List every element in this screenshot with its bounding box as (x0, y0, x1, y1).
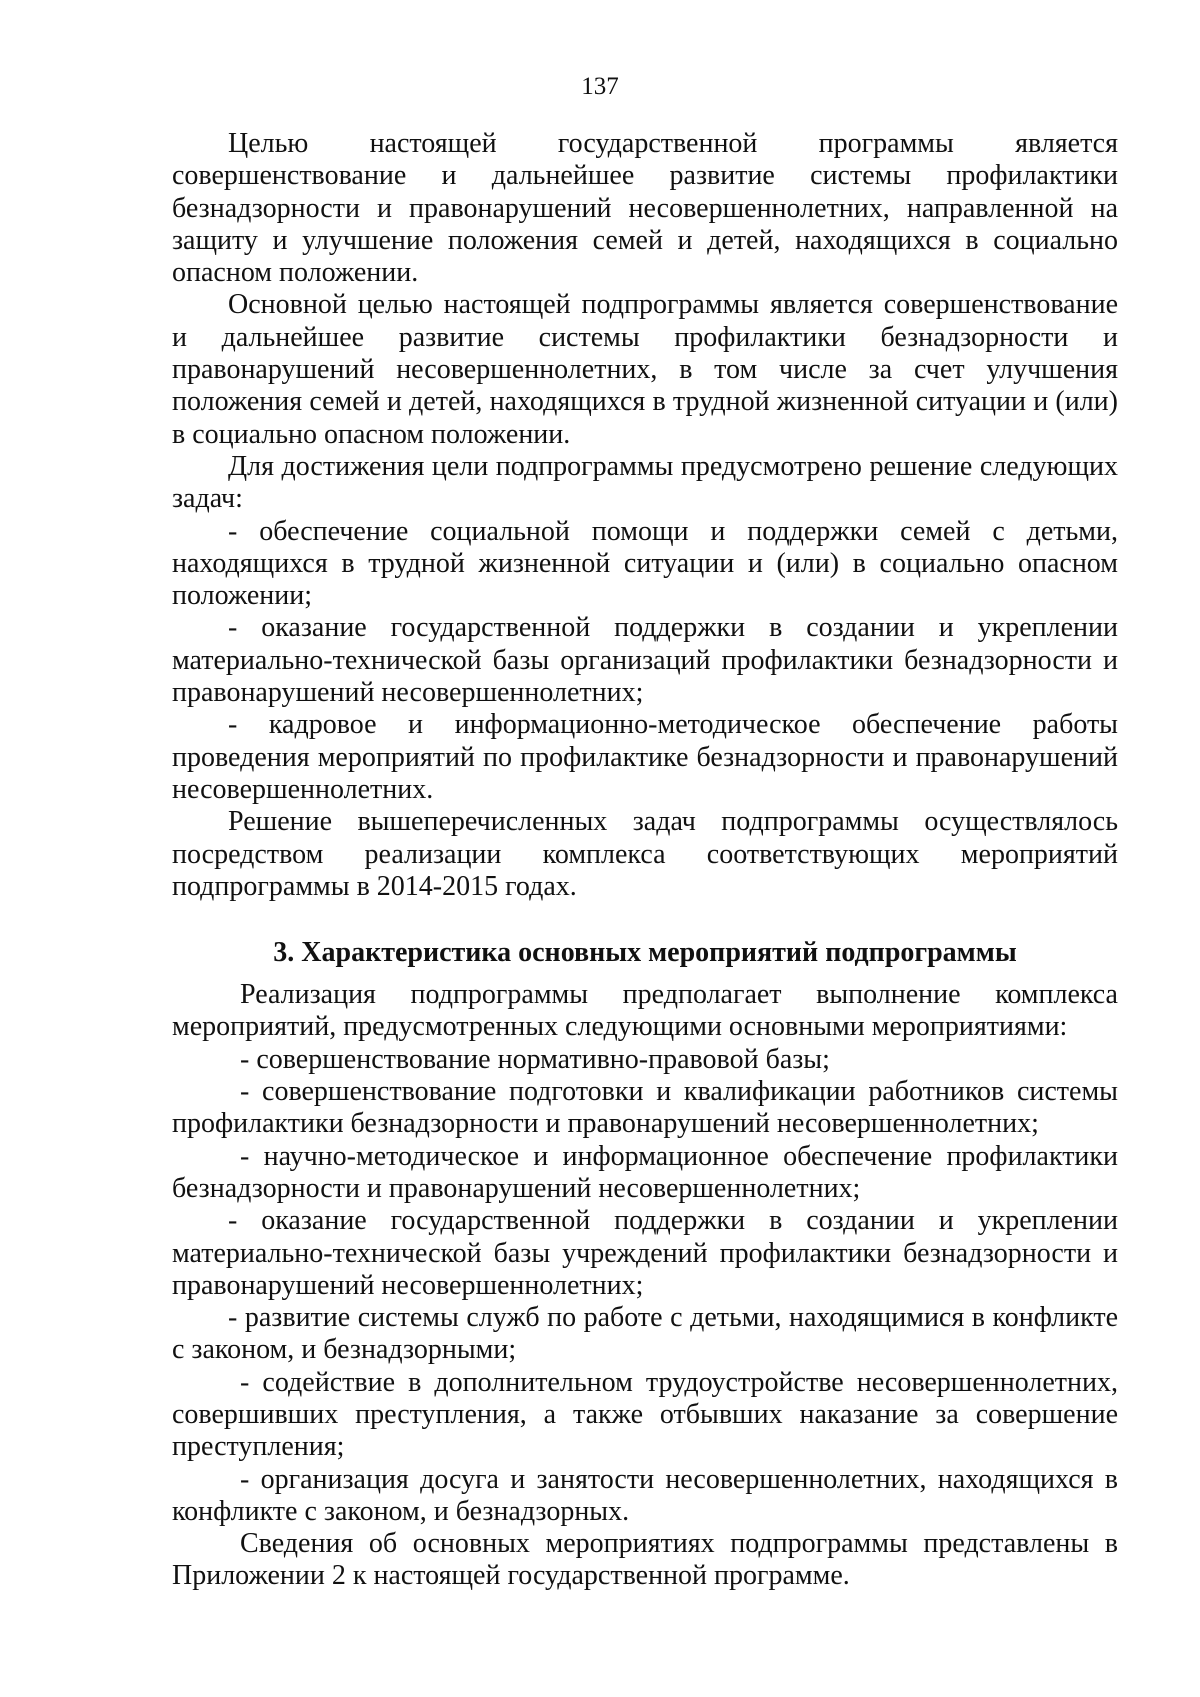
task-item: - оказание государственной поддержки в создании и укреплении материально-технической базы организаций профилактики безнадзорности и правонарушений несовершеннолетних; (172, 612, 1118, 709)
document-body (172, 128, 1118, 1593)
measure-item: - совершенствование нормативно-правовой базы; (240, 1043, 830, 1075)
paragraph-program-goal: Целью настоящей государственной программы является совершенствование и дальнейшее развитие системы профилактики безнадзорности и правонарушений несовершеннолетних, направленной на защиту и улучшение положения семей и детей, находящихся в социально опасном положении. (172, 128, 1118, 289)
measure-item: - организация досуга и занятости несовершеннолетних, находящихся в конфликте с законом, и безнадзорных. (172, 1463, 1118, 1527)
measure-item: - развитие системы служб по работе с детьми, находящимися в конфликте с законом, и безнадзорными; (172, 1302, 1118, 1366)
paragraph-subprogram-goal: Основной целью настоящей подпрограммы является совершенствование и дальнейшее развитие системы профилактики безнадзорности и правонарушений несовершеннолетних, в том числе за счет улучшения положения семей и детей, находящихся в трудной жизненной ситуации и (или) в социально опасном положении. (172, 289, 1118, 450)
task-item: - обеспечение социальной помощи и поддержки семей с детьми, находящихся в трудной жизненной ситуации и (или) в социально опасном положении; (172, 515, 1118, 612)
measure-item: - содействие в дополнительном трудоустройстве несовершеннолетних, совершивших преступления, а также отбывших наказание за совершение преступления; (172, 1366, 1118, 1463)
task-item: - кадровое и информационно-методическое обеспечение работы проведения мероприятий по профилактике безнадзорности и правонарушений несовершеннолетних. (172, 709, 1118, 805)
measure-item: - оказание государственной поддержки в создании и укреплении материально-технической базы учреждений профилактики безнадзорности и правонарушений несовершеннолетних; (172, 1205, 1118, 1301)
paragraph-tasks-conclusion: Решение вышеперечисленных задач подпрограммы осуществлялось посредством реализации комплекса соответствующих мероприятий подпрограммы в 2014-2015 годах. (172, 806, 1118, 902)
paragraph-tasks-intro: Для достижения цели подпрограммы предусмотрено решение следующих задач: (172, 450, 1118, 515)
paragraph-closing: Сведения об основных мероприятиях подпрограммы представлены в Приложении 2 к настоящей государственной программе. (172, 1528, 1118, 1592)
section-heading: 3. Характеристика основных мероприятий подпрограммы (273, 937, 1017, 969)
paragraph-section-intro: Реализация подпрограммы предполагает выполнение комплекса мероприятий, предусмотренных следующими основными мероприятиями: (172, 979, 1118, 1043)
page-number: 137 (581, 73, 619, 100)
measure-item: - научно-методическое и информационное обеспечение профилактики безнадзорности и правонарушений несовершеннолетних; (172, 1140, 1118, 1204)
measure-item: - совершенствование подготовки и квалификации работников системы профилактики безнадзорности и правонарушений несовершеннолетних; (172, 1076, 1118, 1140)
